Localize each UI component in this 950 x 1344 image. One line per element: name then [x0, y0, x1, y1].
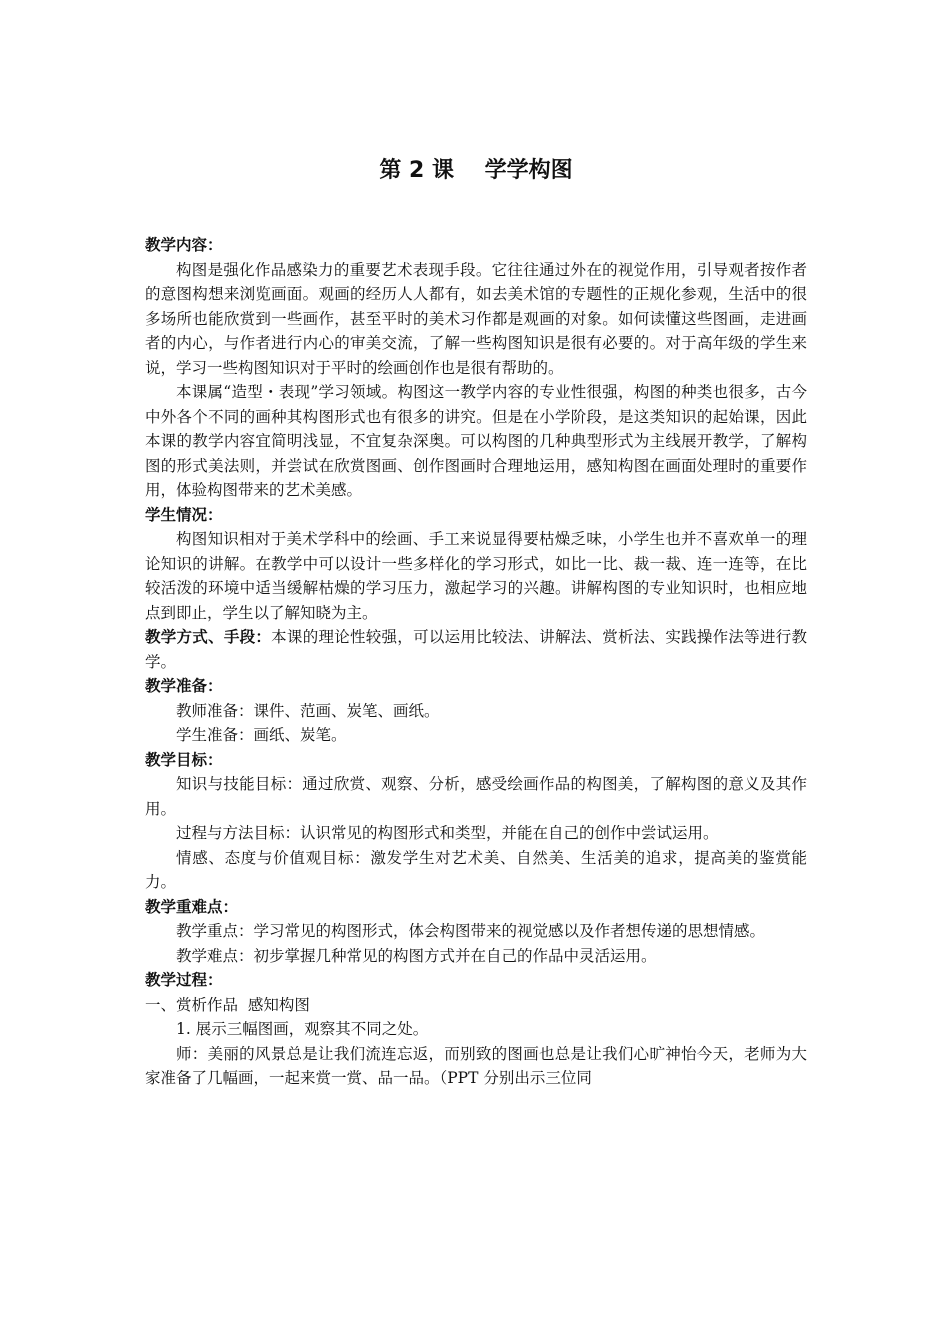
- paragraph-prep-teacher: 教师准备：课件、范画、炭笔、画纸。: [176, 701, 440, 720]
- paragraph-methods: [145, 625, 807, 674]
- paragraph-prep-student: 学生准备：画纸、炭笔。: [176, 726, 347, 744]
- paragraph-keys-difficulty: 教学难点：初步掌握几种常见的构图方式并在自己的作品中灵活运用。: [176, 946, 657, 965]
- paragraph-process-step1: 一、赏析作品 感知构图: [145, 995, 310, 1014]
- paragraph-content-2: 本课属“造型・表现”学习领域。构图这一教学内容的专业性很强，构图的种类也很多，古今中外各个不同的画种其构图形式也有很多的讲究。但是在小学阶段，是这类知识的起始课，因此本课的教学内容宜简明浅显，不宜复杂深奥。可以构图的几种典型形式为主线展开教学，了解构图的形式美法则，并尝试在欣赏图画、创作图画时合理地运用，感知构图在画面处理时的重要作用，体验构图带来的艺术美感。: [145, 383, 807, 499]
- paragraph-process-step1-1: 1. 展示三幅图画，观察其不同之处。: [176, 1020, 429, 1038]
- paragraph-goals-knowledge: 知识与技能目标：通过欣赏、观察、分析，感受绘画作品的构图美，了解构图的意义及其作用。: [145, 775, 807, 818]
- section-heading-students: 学生情况：: [145, 505, 223, 524]
- section-heading-goals: 教学目标：: [145, 750, 223, 769]
- section-heading-keys: 教学重难点：: [145, 897, 239, 916]
- section-heading-process: 教学过程：: [145, 971, 223, 989]
- paragraph-students-1: 构图知识相对于美术学科中的绘画、手工来说显得要枯燥乏味，小学生也并不喜欢单一的理论知识的讲解。在教学中可以设计一些多样化的学习形式，如比一比、裁一裁、连一连等，在比较活泼的环境中适当缓解枯燥的学习压力，激起学习的兴趣。讲解构图的专业知识时，也相应地点到即止，学生以了解知晓为主。: [145, 530, 807, 622]
- paragraph-keys-focus: 教学重点：学习常见的构图形式，体会构图带来的视觉感以及作者想传递的思想情感。: [176, 922, 766, 940]
- paragraph-process-teacher: 师：美丽的风景总是让我们流连忘返，而别致的图画也总是让我们心旷神怡今天，老师为大家准备了几幅画，一起来赏一赏、品一品。（PPT 分别出示三位同: [145, 1044, 807, 1087]
- section-heading-prep: 教学准备：: [145, 677, 223, 695]
- paragraph-content-1: 构图是强化作品感染力的重要艺术表现手段。它往往通过外在的视觉作用，引导观者按作者的意图构想来浏览画面。观画的经历人人都有，如去美术馆的专题性的正规化参观，生活中的很多场所也能欣赏到一些画作，甚至平时的美术习作都是观画的对象。如何读懂这些图画，走进画者的内心，与作者进行内心的审美交流，了解一些构图知识是很有必要的。对于高年级的学生来说，学习一些构图知识对于平时的绘画创作也是很有帮助的。: [145, 260, 807, 377]
- methods-text: 本课的理论性较强，可以运用比较法、讲解法、赏析法、实践操作法等进行教学。: [145, 628, 807, 671]
- document-body: [145, 233, 807, 1091]
- paragraph-goals-process: 过程与方法目标：认识常见的构图形式和类型，并能在自己的创作中尝试运用。: [176, 824, 719, 842]
- page-title: 第 2 课 学学构图: [379, 158, 573, 183]
- section-heading-content: 教学内容：: [145, 236, 223, 254]
- section-heading-methods: 教学方式、手段：: [145, 628, 272, 646]
- paragraph-goals-emotion: 情感、态度与价值观目标：激发学生对艺术美、自然美、生活美的追求，提高美的鉴赏能力。: [145, 848, 807, 891]
